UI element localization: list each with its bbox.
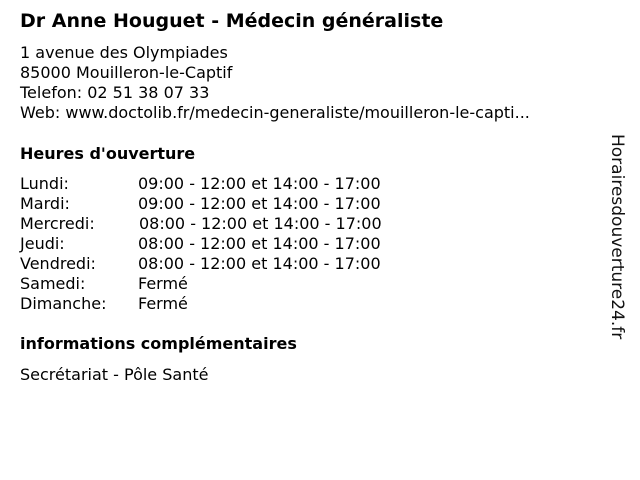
hours-value: Fermé bbox=[138, 274, 188, 293]
hours-value: 08:00 - 12:00 et 14:00 - 17:00 bbox=[138, 254, 381, 273]
day-label: Dimanche: bbox=[20, 294, 107, 313]
page-title: Dr Anne Houguet - Médecin généraliste bbox=[20, 10, 444, 32]
address-block bbox=[20, 43, 530, 123]
day-label: Jeudi: bbox=[20, 234, 65, 253]
day-label: Vendredi: bbox=[20, 254, 96, 273]
additional-info-text: Secrétariat - Pôle Santé bbox=[20, 365, 209, 384]
day-label: Mardi: bbox=[20, 194, 70, 213]
hours-value: Fermé bbox=[138, 294, 188, 313]
day-label: Lundi: bbox=[20, 174, 69, 193]
hours-value: 08:00 - 12:00 et 14:00 - 17:00 bbox=[138, 234, 381, 253]
additional-info-heading: informations complémentaires bbox=[20, 334, 297, 353]
hours-value: 09:00 - 12:00 et 14:00 - 17:00 bbox=[138, 194, 381, 213]
day-label: Samedi: bbox=[20, 274, 86, 293]
site-watermark: Horairesdouverture24.fr bbox=[607, 134, 627, 340]
hours-value: 09:00 - 12:00 et 14:00 - 17:00 bbox=[138, 174, 381, 193]
street-address: 1 avenue des Olympiades bbox=[20, 43, 228, 62]
opening-hours-heading: Heures d'ouverture bbox=[20, 144, 196, 163]
hours-value: 08:00 - 12:00 et 14:00 - 17:00 bbox=[139, 214, 382, 233]
city-address: 85000 Mouilleron-le-Captif bbox=[20, 63, 233, 82]
website-url: Web: www.doctolib.fr/medecin-generaliste/mouilleron-le-capti... bbox=[20, 103, 530, 122]
phone-number: Telefon: 02 51 38 07 33 bbox=[20, 83, 210, 102]
day-label: Mercredi: bbox=[20, 214, 95, 233]
